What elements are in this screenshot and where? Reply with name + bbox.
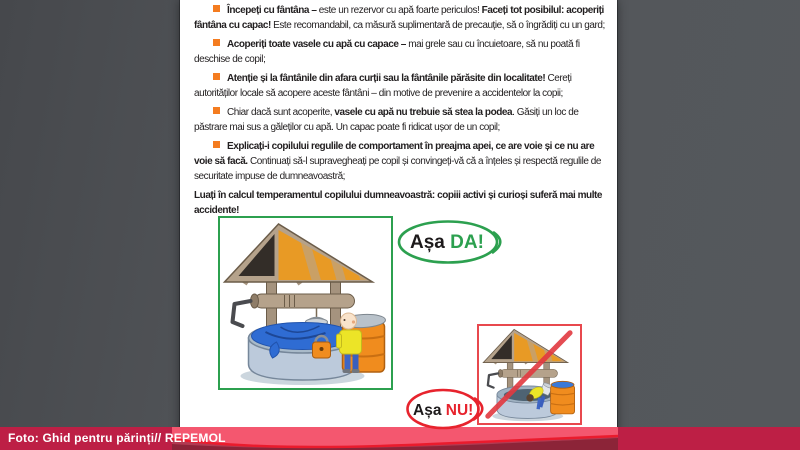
document-page xyxy=(180,0,617,450)
text-segment: Luați în calcul temperamentul copilului dumneavoastră: copiii activi și curioși suferă mai multe accidente! xyxy=(194,190,603,216)
orange-square-bullet-icon xyxy=(213,73,220,80)
credit-banner xyxy=(0,427,800,450)
text-segment: Chiar dacă sunt acoperite, xyxy=(227,107,335,118)
text-segment: Faceți tot posibilul: acoperiți fântâna cu capac! xyxy=(194,5,604,31)
text-segment: mai grele sau cu încuietoare, să nu poată fi deschise de copil; xyxy=(194,39,580,65)
caption-nu-prefix: Așa xyxy=(413,402,446,419)
bullet-paragraph xyxy=(194,139,606,184)
text-segment: vasele cu apă nu trebuie să stea la podea xyxy=(334,107,513,118)
caption-da-text xyxy=(396,219,508,267)
bullet-paragraph xyxy=(194,3,606,33)
text-segment: este un rezervor cu apă foarte periculos! xyxy=(318,5,482,16)
child-leaning-in-well-illustration-icon xyxy=(479,326,580,423)
well-danger-illustration-frame xyxy=(477,324,582,425)
text-segment: Este recomandabil, ca măsură suplimentară de precauție, să o îngrădiți cu un gard; xyxy=(270,20,605,31)
orange-square-bullet-icon xyxy=(213,107,220,114)
text-segment: Cereți autorităților locale să acopere aceste fântâni – din motive de prevenire a accidentelor la copii; xyxy=(194,73,572,99)
caption-da-word: DA! xyxy=(450,232,484,253)
bullet-paragraph xyxy=(194,105,606,135)
banner-swoosh-icon xyxy=(172,427,618,450)
bullet-paragraph xyxy=(194,71,606,101)
text-segment: Începeți cu fântâna – xyxy=(227,5,319,16)
text-segment: Atenție și la fântânile din afara curții sau la fântânile părăsite din localitate! xyxy=(227,73,546,84)
orange-square-bullet-icon xyxy=(213,5,220,12)
text-segment: . Găsiți un loc de păstrare mai sus a găleților cu apă. Un capac poate fi ridicat ușor de un copil; xyxy=(194,107,579,133)
text-segment: Continuați să-l supravegheați pe copil și convingeți-vă că a înțeles și respectă regulile de securitate impuse de dumneavoastră; xyxy=(194,156,602,182)
caption-nu-word: NU! xyxy=(445,402,474,419)
text-segment: Explicați-i copilului regulile de comportament în preajma apei, ce are voie și ce nu are voie să facă. xyxy=(194,141,595,167)
caption-asa-nu xyxy=(406,388,492,434)
text-segment: Acoperiți toate vasele cu apă cu capace – xyxy=(227,39,409,50)
photo-credit-text: Foto: Ghid pentru părinți// REPEMOL xyxy=(8,431,226,445)
bullet-paragraph xyxy=(194,37,606,67)
orange-square-bullet-icon xyxy=(213,39,220,46)
caption-da-prefix: Așa xyxy=(410,232,451,253)
orange-square-bullet-icon xyxy=(213,141,220,148)
caption-nu-text xyxy=(406,388,492,434)
well-safe-illustration-frame xyxy=(218,216,393,390)
closing-paragraph xyxy=(194,188,606,218)
safety-instructions-list xyxy=(180,0,617,218)
caption-asa-da xyxy=(396,219,508,267)
covered-well-illustration-icon xyxy=(220,218,391,388)
